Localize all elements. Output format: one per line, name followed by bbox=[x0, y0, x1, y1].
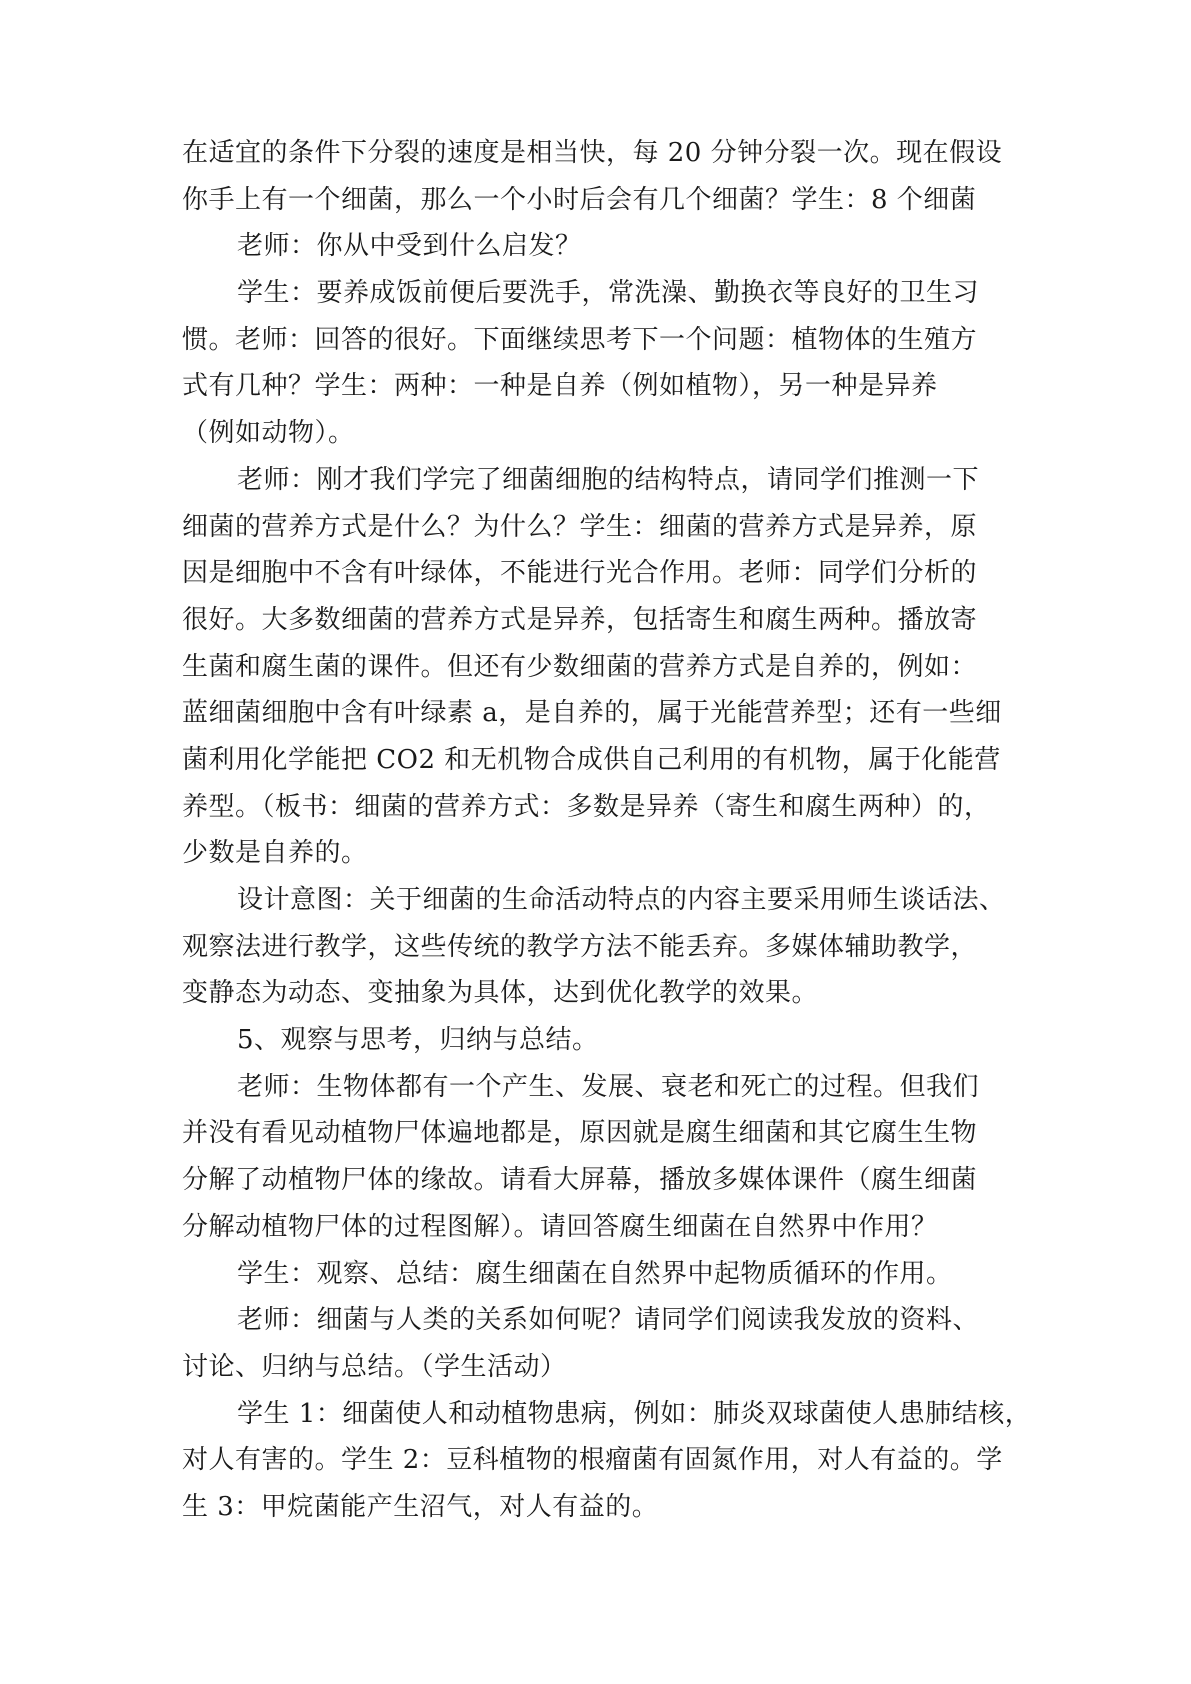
text-line: 设计意图：关于细菌的生命活动特点的内容主要采用师生谈话法、 bbox=[237, 885, 1006, 915]
text-line: 老师：细菌与人类的关系如何呢？请同学们阅读我发放的资料、 bbox=[237, 1305, 980, 1336]
text-line: 因是细胞中不含有叶绿体，不能进行光合作用。老师：同学们分析的 bbox=[182, 558, 978, 589]
text-line: 式有几种？学生：两种：一种是自养（例如植物），另一种是异养 bbox=[182, 371, 938, 402]
text-line: 少数是自养的。 bbox=[182, 838, 368, 869]
text-line: 生菌和腐生菌的课件。但还有少数细菌的营养方式是自养的，例如： bbox=[182, 651, 978, 682]
text-line: 细菌的营养方式是什么？为什么？学生：细菌的营养方式是异养，原 bbox=[182, 511, 978, 542]
text-line: 老师：你从中受到什么启发？ bbox=[237, 231, 582, 262]
text-line: 养型。（板书：细菌的营养方式：多数是异养（寄生和腐生两种）的， bbox=[182, 791, 991, 822]
text-line: 你手上有一个细菌，那么一个小时后会有几个细菌？学生：8 个细菌 bbox=[182, 184, 977, 215]
text-line: 学生 1：细菌使人和动植物患病，例如：肺炎双球菌使人患肺结核， bbox=[237, 1398, 1032, 1429]
text-line: 在适宜的条件下分裂的速度是相当快，每 20 分钟分裂一次。现在假设 bbox=[182, 138, 1003, 168]
text-line: 变静态为动态、变抽象为具体，达到优化教学的效果。 bbox=[182, 978, 819, 1009]
text-line: 老师：生物体都有一个产生、发展、衰老和死亡的过程。但我们 bbox=[237, 1071, 980, 1102]
text-line: 菌利用化学能把 CO2 和无机物合成供自己利用的有机物，属于化能营 bbox=[182, 744, 1001, 775]
document-page bbox=[182, 130, 1032, 1531]
text-line: 观察法进行教学，这些传统的教学方法不能丢弃。多媒体辅助教学， bbox=[182, 931, 978, 962]
text-line: 对人有害的。学生 2：豆科植物的根瘤菌有固氮作用，对人有益的。学 bbox=[182, 1445, 1003, 1476]
text-line: 学生：观察、总结：腐生细菌在自然界中起物质循环的作用。 bbox=[237, 1258, 953, 1289]
text-line: 并没有看见动植物尸体遍地都是，原因就是腐生细菌和其它腐生生物 bbox=[182, 1118, 978, 1149]
text-line: 生 3：甲烷菌能产生沼气，对人有益的。 bbox=[182, 1491, 659, 1522]
text-line: 蓝细菌细胞中含有叶绿素 a，是自养的，属于光能营养型；还有一些细 bbox=[182, 698, 1002, 729]
text-line: 分解动植物尸体的过程图解）。请回答腐生细菌在自然界中作用？ bbox=[182, 1211, 938, 1242]
text-line: 学生：要养成饭前便后要洗手，常洗澡、勤换衣等良好的卫生习 bbox=[237, 278, 980, 309]
text-line: 5、观察与思考，归纳与总结。 bbox=[237, 1025, 599, 1056]
text-line: （例如动物）。 bbox=[182, 418, 355, 449]
text-line: 分解了动植物尸体的缘故。请看大屏幕，播放多媒体课件（腐生细菌 bbox=[182, 1165, 978, 1196]
text-line: 老师：刚才我们学完了细菌细胞的结构特点，请同学们推测一下 bbox=[237, 464, 980, 495]
text-line: 讨论、归纳与总结。（学生活动） bbox=[182, 1351, 567, 1382]
text-line: 惯。老师：回答的很好。下面继续思考下一个问题：植物体的生殖方 bbox=[182, 324, 978, 355]
text-line: 很好。大多数细菌的营养方式是异养，包括寄生和腐生两种。播放寄 bbox=[182, 604, 978, 635]
